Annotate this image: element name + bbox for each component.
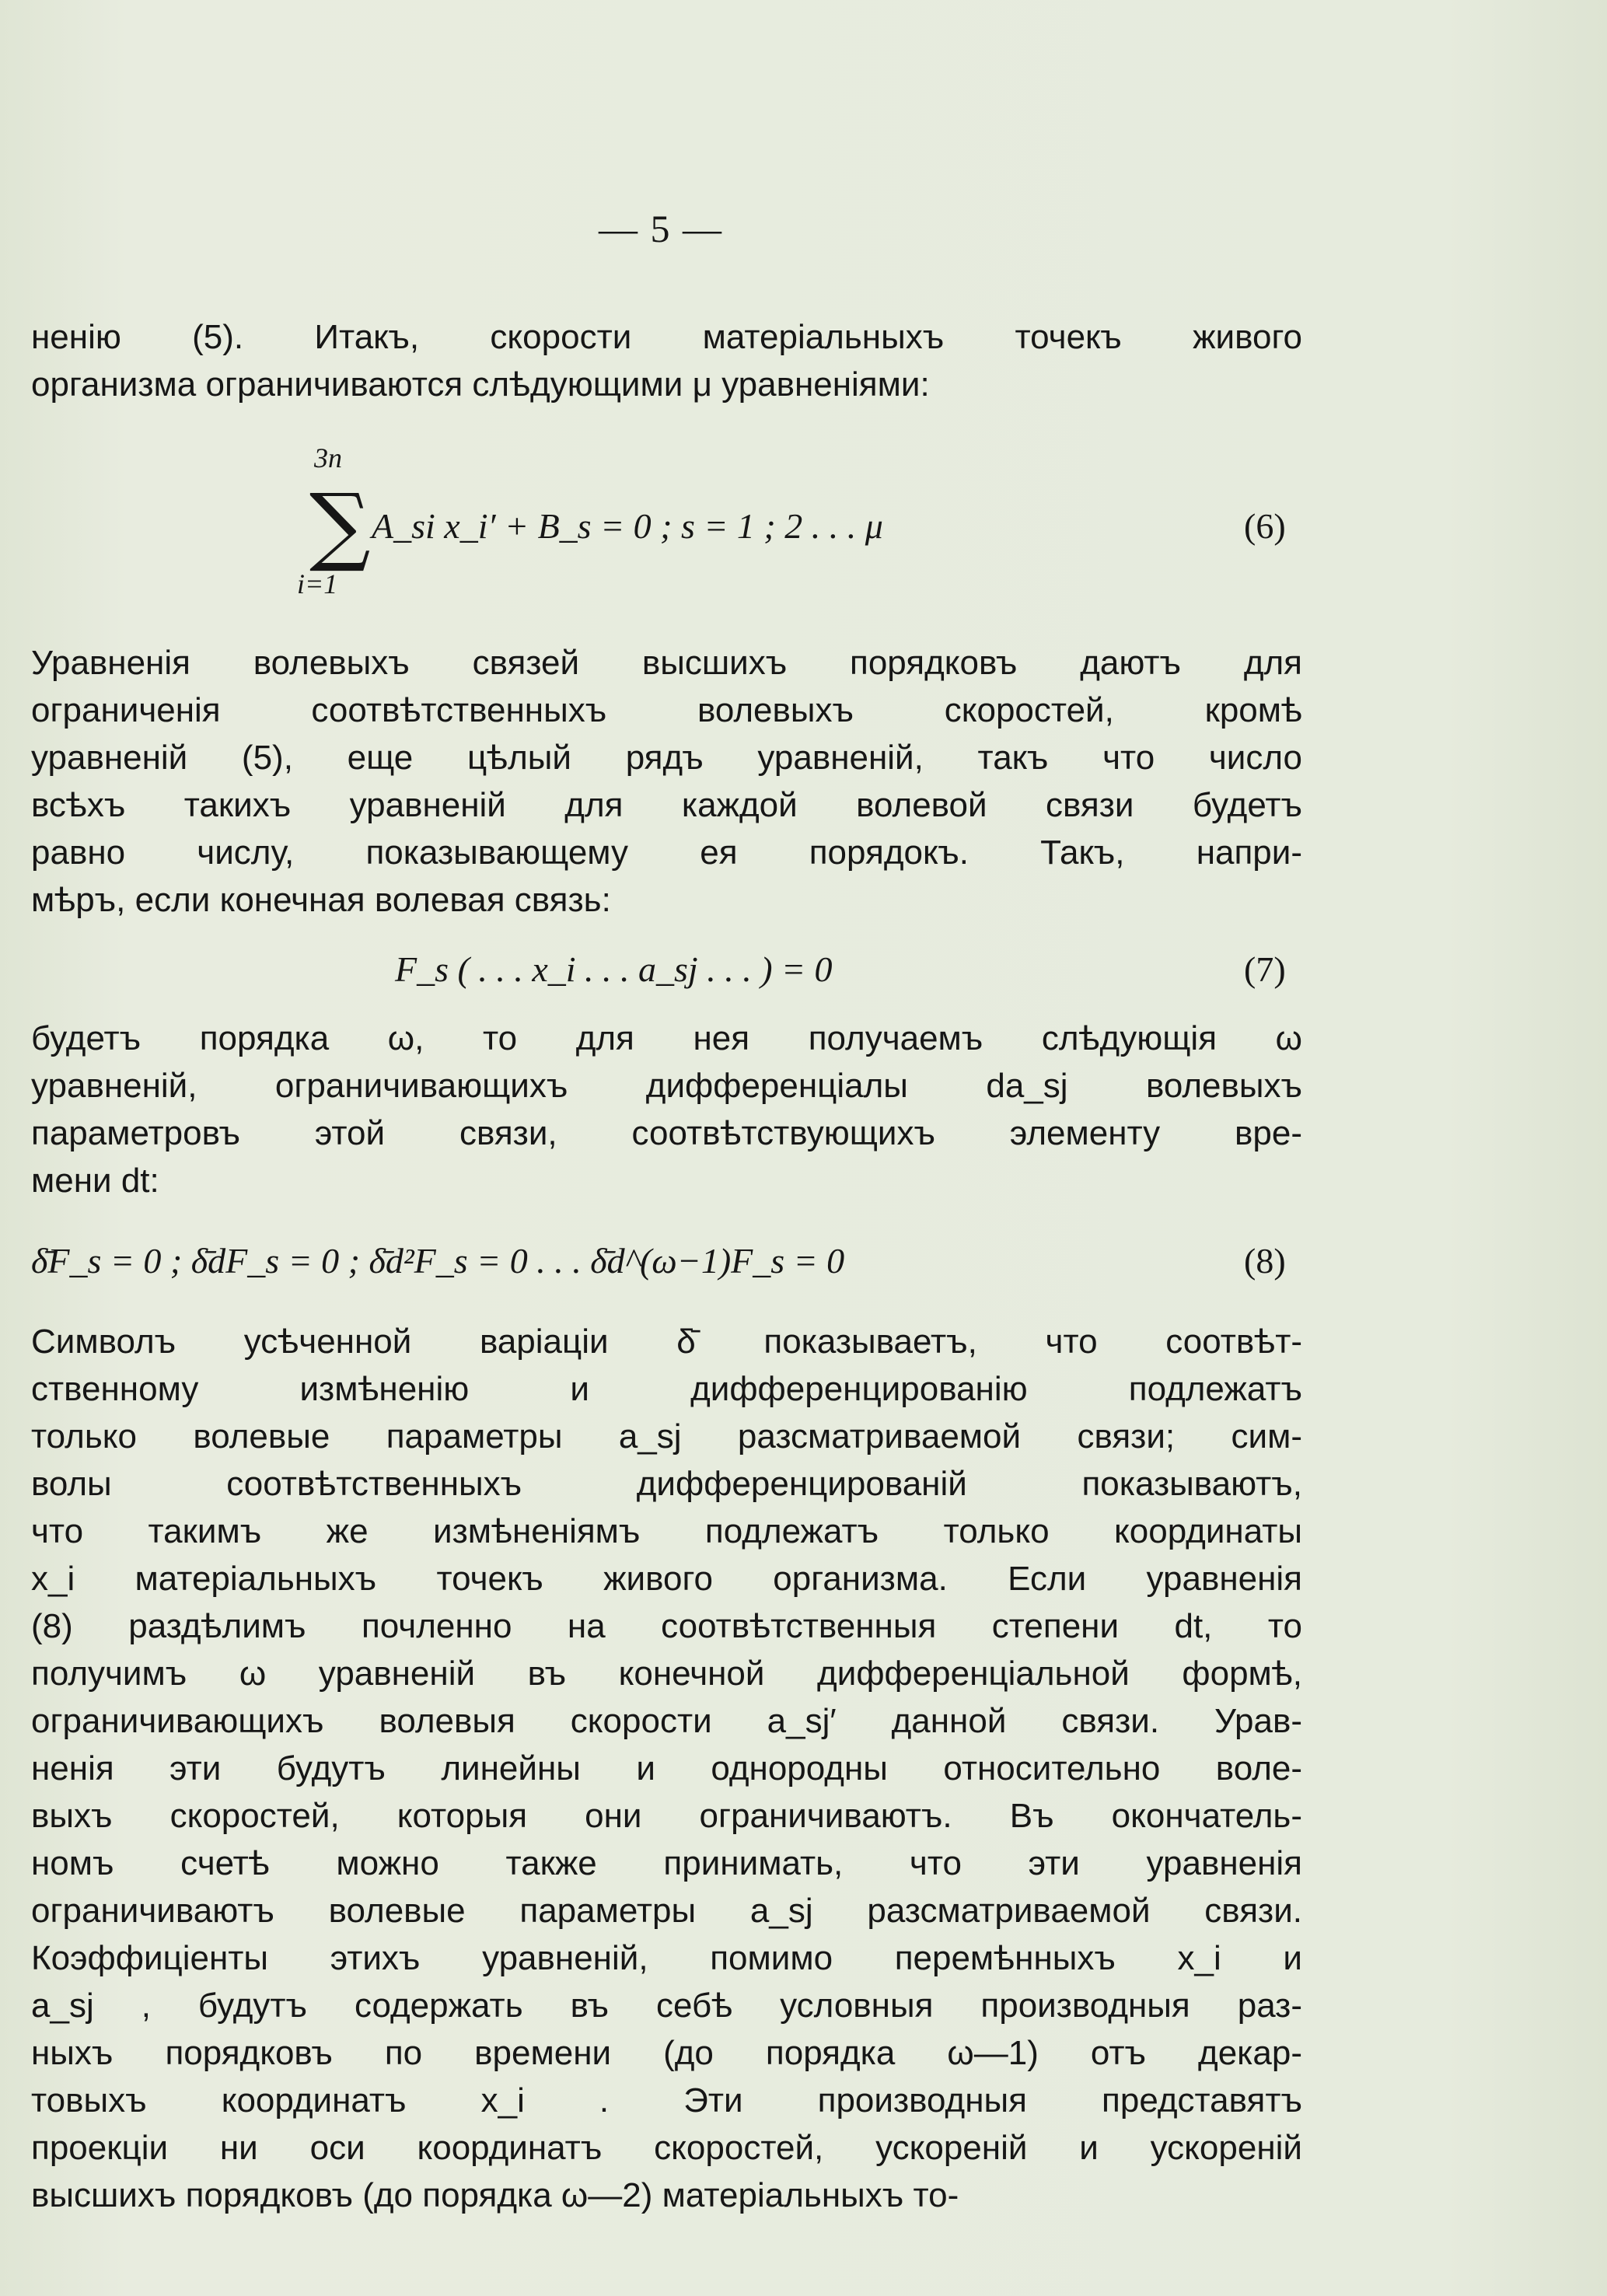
text-line: Коэффиціенты этихъ уравненій, помимо перемѣнныхъ x_i и [31, 1939, 1302, 1977]
text-line: x_i матеріальныхъ точекъ живого организма. Если уравненія [31, 1560, 1302, 1598]
text-line: Уравненія волевыхъ связей высшихъ порядковъ даютъ для [31, 644, 1302, 682]
paragraph-2 [31, 639, 1302, 924]
text-line: уравненій, ограничивающихъ дифференціалы da_sj волевыхъ [31, 1067, 1302, 1105]
text-line: что такимъ же измѣненіямъ подлежатъ только координаты [31, 1512, 1302, 1550]
text-line: получимъ ω уравненій въ конечной дифференціальной формѣ, [31, 1655, 1302, 1693]
paragraph-3 [31, 1015, 1302, 1204]
text-line: волы соотвѣтственныхъ дифференцированій показываютъ, [31, 1465, 1302, 1503]
text-line: (8) раздѣлимъ почленно на соотвѣтственныя степени dt, то [31, 1607, 1302, 1645]
paragraph-1 [31, 313, 1302, 408]
text-line: ненія эти будутъ линейны и однородны относительно воле- [31, 1749, 1302, 1788]
text-line: ственному измѣненію и дифференцированію подлежатъ [31, 1370, 1302, 1408]
text-line: всѣхъ такихъ уравненій для каждой волевой связи будетъ [31, 786, 1302, 824]
equation-7-number: (7) [1244, 949, 1286, 989]
text-line: мѣръ, если конечная волевая связь: [31, 881, 611, 919]
sum-lower-limit: i=1 [297, 568, 338, 599]
equation-7-body: F_s ( . . . x_i . . . a_sj . . . ) = 0 [395, 949, 833, 989]
text-line: выхъ скоростей, которыя они ограничиваютъ. Въ окончатель- [31, 1797, 1302, 1835]
text-line: ограниченія соотвѣтственныхъ волевыхъ скоростей, кромѣ [31, 691, 1302, 729]
text-line: ограничивающихъ волевыя скорости a_sj′ данной связи. Урав- [31, 1702, 1302, 1740]
text-line: товыхъ координатъ x_i . Эти производныя представятъ [31, 2081, 1302, 2120]
text-line: Символъ усѣченной варіаціи δ̄ показываетъ, что соотвѣт- [31, 1323, 1302, 1361]
equation-8-body: δ̄F_s = 0 ; δ̄dF_s = 0 ; δ̄d²F_s = 0 . . . δ̄d^(ω−1)F_s = 0 [31, 1241, 845, 1281]
paragraph-4 [31, 1318, 1302, 2219]
sum-upper-limit: 3n [314, 442, 342, 474]
text-line: номъ счетѣ можно также принимать, что эти уравненія [31, 1844, 1302, 1882]
text-line: проекціи ни оси координатъ скоростей, ускореній и ускореній [31, 2129, 1302, 2167]
equation-6-number: (6) [1244, 506, 1286, 546]
equation-6-body: A_si x_i′ + B_s = 0 ; s = 1 ; 2 . . . μ [372, 506, 883, 546]
text-line: параметровъ этой связи, соотвѣтствующихъ элементу вре- [31, 1114, 1302, 1152]
page-number: — 5 — [599, 207, 723, 250]
text-line: высшихъ порядковъ (до порядка ω—2) матеріальныхъ то- [31, 2176, 959, 2214]
text-line: организма ограничиваются слѣдующими μ уравненіями: [31, 365, 930, 404]
text-line: равно числу, показывающему ея порядокъ. Такъ, напри- [31, 833, 1302, 872]
text-line: ныхъ порядковъ по времени (до порядка ω—1) отъ декар- [31, 2034, 1302, 2072]
summation-sign: ∑ [309, 475, 371, 575]
text-line: только волевые параметры a_sj разсматриваемой связи; сим- [31, 1417, 1302, 1456]
text-line: мени dt: [31, 1162, 159, 1200]
text-line: a_sj , будутъ содержать въ себѣ условныя производныя раз- [31, 1987, 1302, 2025]
text-line: ненію (5). Итакъ, скорости матеріальныхъ точекъ живого [31, 318, 1302, 356]
text-line: будетъ порядка ω, то для нея получаемъ слѣдующія ω [31, 1019, 1302, 1057]
text-line: уравненій (5), еще цѣлый рядъ уравненій, такъ что число [31, 739, 1302, 777]
equation-8-number: (8) [1244, 1241, 1286, 1281]
text-line: ограничиваютъ волевые параметры a_sj разсматриваемой связи. [31, 1892, 1302, 1930]
